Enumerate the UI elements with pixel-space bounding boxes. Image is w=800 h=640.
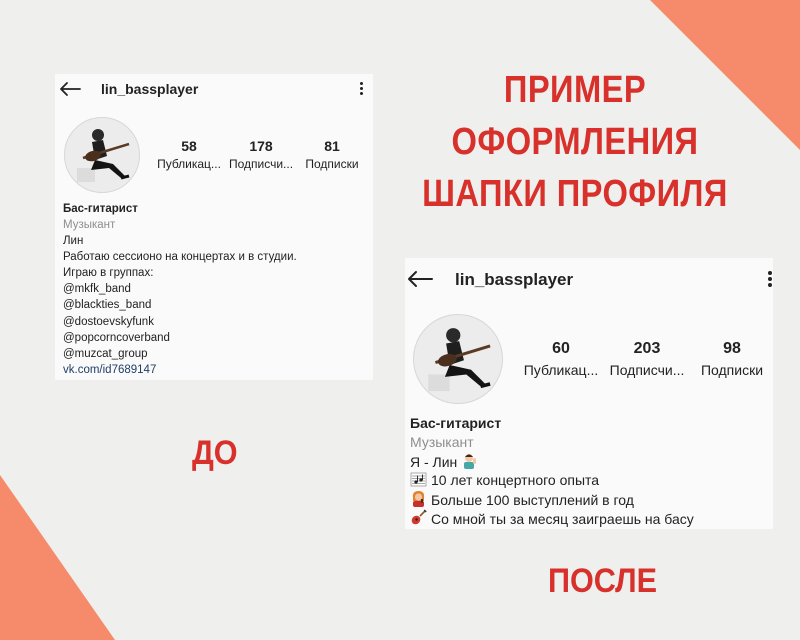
bio-link[interactable]: vk.com/id7689147: [63, 364, 157, 376]
guitar-icon: [410, 509, 427, 529]
profile-card-after: [405, 258, 773, 529]
profile-header-after: [405, 258, 773, 300]
bio-intro-text: Я - Лин: [410, 454, 458, 470]
bio-category: Музыкант: [410, 434, 474, 450]
label-after: ПОСЛЕ: [548, 562, 658, 600]
followers-label: Подписчи...: [228, 157, 294, 171]
bassist-photo: [65, 118, 139, 192]
avatar[interactable]: [64, 117, 140, 193]
more-options-icon[interactable]: [360, 82, 363, 95]
following-count: 81: [324, 138, 340, 154]
bassist-photo: [414, 315, 502, 403]
following-label: Подписки: [305, 157, 359, 171]
headline-line-2: ШАПКИ ПРОФИЛЯ: [422, 173, 728, 215]
bio-mention[interactable]: @popcorncoverband: [63, 332, 170, 344]
stat-following[interactable]: [299, 138, 365, 171]
posts-count: 60: [552, 340, 570, 357]
music-score-icon: [410, 472, 427, 492]
profile-header-before: [55, 74, 373, 106]
bio-list-item: [410, 509, 694, 529]
bio-mention[interactable]: @mkfk_band: [63, 283, 131, 295]
bio-mention[interactable]: @muzcat_group: [63, 348, 148, 360]
label-before: ДО: [192, 434, 238, 472]
bio-mention[interactable]: @dostoevskyfunk: [63, 316, 154, 328]
stat-followers[interactable]: [225, 138, 297, 171]
bio-name: Бас-гитарист: [410, 415, 502, 431]
followers-count: 203: [633, 340, 661, 357]
back-arrow-icon[interactable]: [407, 270, 433, 288]
bio-category: Музыкант: [63, 219, 116, 231]
more-options-icon[interactable]: [768, 271, 772, 287]
avatar[interactable]: [413, 314, 503, 404]
followers-label: Подписчи...: [609, 362, 685, 378]
back-arrow-icon[interactable]: [59, 81, 81, 97]
bio-name: Бас-гитарист: [63, 203, 138, 215]
bio-mention[interactable]: @blackties_band: [63, 299, 152, 311]
bio-list-text: 10 лет концертного опыта: [431, 472, 600, 488]
bio-list-item: [410, 471, 599, 492]
posts-label: Публикац...: [157, 157, 221, 171]
followers-count: 178: [249, 138, 273, 154]
bio-list-text: Со мной ты за месяц заиграешь на басу: [431, 511, 694, 527]
stat-posts[interactable]: [521, 340, 601, 378]
decor-triangle-bottom-left: [0, 475, 115, 640]
following-count: 98: [723, 340, 741, 357]
username: lin_bassplayer: [455, 270, 574, 289]
username: lin_bassplayer: [101, 81, 199, 97]
stat-following[interactable]: [695, 340, 769, 378]
bio-line: Работаю сессионо на концертах и в студии.: [63, 251, 297, 263]
stat-posts[interactable]: [154, 138, 224, 171]
headline-line-1: ПРИМЕР ОФОРМЛЕНИЯ: [451, 69, 699, 163]
following-label: Подписки: [700, 362, 764, 378]
bio-line: Играю в группах:: [63, 267, 154, 279]
profile-card-before: [55, 74, 373, 380]
headline: [420, 64, 730, 220]
bio-list-text: Больше 100 выступлений в год: [431, 492, 634, 508]
bio-line: Лин: [63, 235, 84, 247]
posts-count: 58: [181, 138, 197, 154]
stat-followers[interactable]: [605, 340, 689, 378]
posts-label: Публикац...: [523, 362, 599, 378]
